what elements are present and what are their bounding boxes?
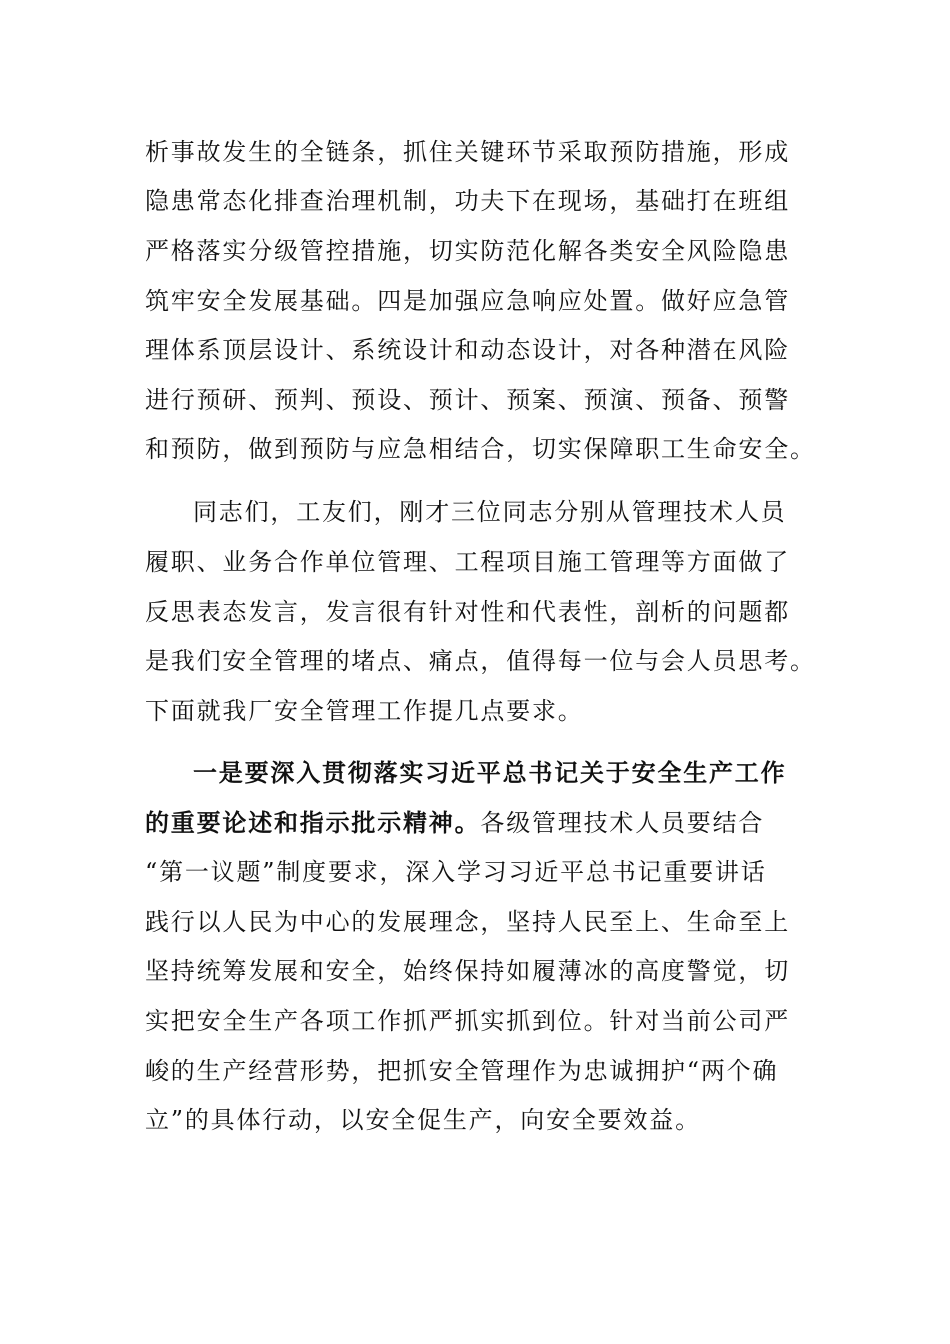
paragraph-1-line-1: 析事故发生的全链条，抓住关键环节采取预防措施，形成 bbox=[145, 138, 790, 166]
paragraph-2-line-5: 下面就我厂安全管理工作提几点要求。 bbox=[145, 697, 584, 725]
paragraph-3-line-2-text: 各级管理技术人员要结合 bbox=[480, 809, 765, 837]
paragraph-1-line-6: 进行预研、预判、预设、预计、预案、预演、预备、预警 bbox=[145, 386, 790, 414]
paragraph-1-line-7: 和预防，做到预防与应急相结合，切实保障职工生命安全。 bbox=[145, 435, 816, 463]
paragraph-3-line-8: 立”的具体行动，以安全促生产，向安全要效益。 bbox=[145, 1106, 701, 1134]
paragraph-3-heading-line-1: 一是要深入贯彻落实习近平总书记关于安全生产工作 bbox=[193, 758, 787, 787]
paragraph-2-line-4: 是我们安全管理的堵点、痛点，值得每一位与会人员思考。 bbox=[145, 647, 816, 675]
paragraph-3-line-2 bbox=[145, 808, 845, 838]
paragraph-1-line-2: 隐患常态化排查治理机制，功夫下在现场，基础打在班组 bbox=[145, 187, 790, 215]
paragraph-3-heading-line-2: 的重要论述和指示批示精神。 bbox=[145, 808, 481, 837]
paragraph-2-line-1: 同志们，工友们，刚才三位同志分别从管理技术人员 bbox=[193, 498, 787, 526]
paragraph-3-line-4: 践行以人民为中心的发展理念，坚持人民至上、生命至上 bbox=[145, 908, 790, 936]
paragraph-1-line-4: 筑牢安全发展基础。四是加强应急响应处置。做好应急管 bbox=[145, 287, 790, 315]
paragraph-1-line-5: 理体系顶层设计、系统设计和动态设计，对各种潜在风险 bbox=[145, 336, 790, 364]
paragraph-3-line-5: 坚持统筹发展和安全，始终保持如履薄冰的高度警觉，切 bbox=[145, 957, 790, 985]
paragraph-3-line-7: 峻的生产经营形势，把抓安全管理作为忠诚拥护“两个确 bbox=[145, 1057, 779, 1085]
paragraph-2-line-3: 反思表态发言，发言很有针对性和代表性，剖析的问题都 bbox=[145, 598, 790, 626]
paragraph-3-line-6: 实把安全生产各项工作抓严抓实抓到位。针对当前公司严 bbox=[145, 1007, 790, 1035]
paragraph-1-line-3: 严格落实分级管控措施，切实防范化解各类安全风险隐患 bbox=[145, 237, 790, 265]
paragraph-3-line-3: “第一议题”制度要求，深入学习习近平总书记重要讲话 bbox=[145, 858, 767, 886]
paragraph-2-line-2: 履职、业务合作单位管理、工程项目施工管理等方面做了 bbox=[145, 548, 790, 576]
